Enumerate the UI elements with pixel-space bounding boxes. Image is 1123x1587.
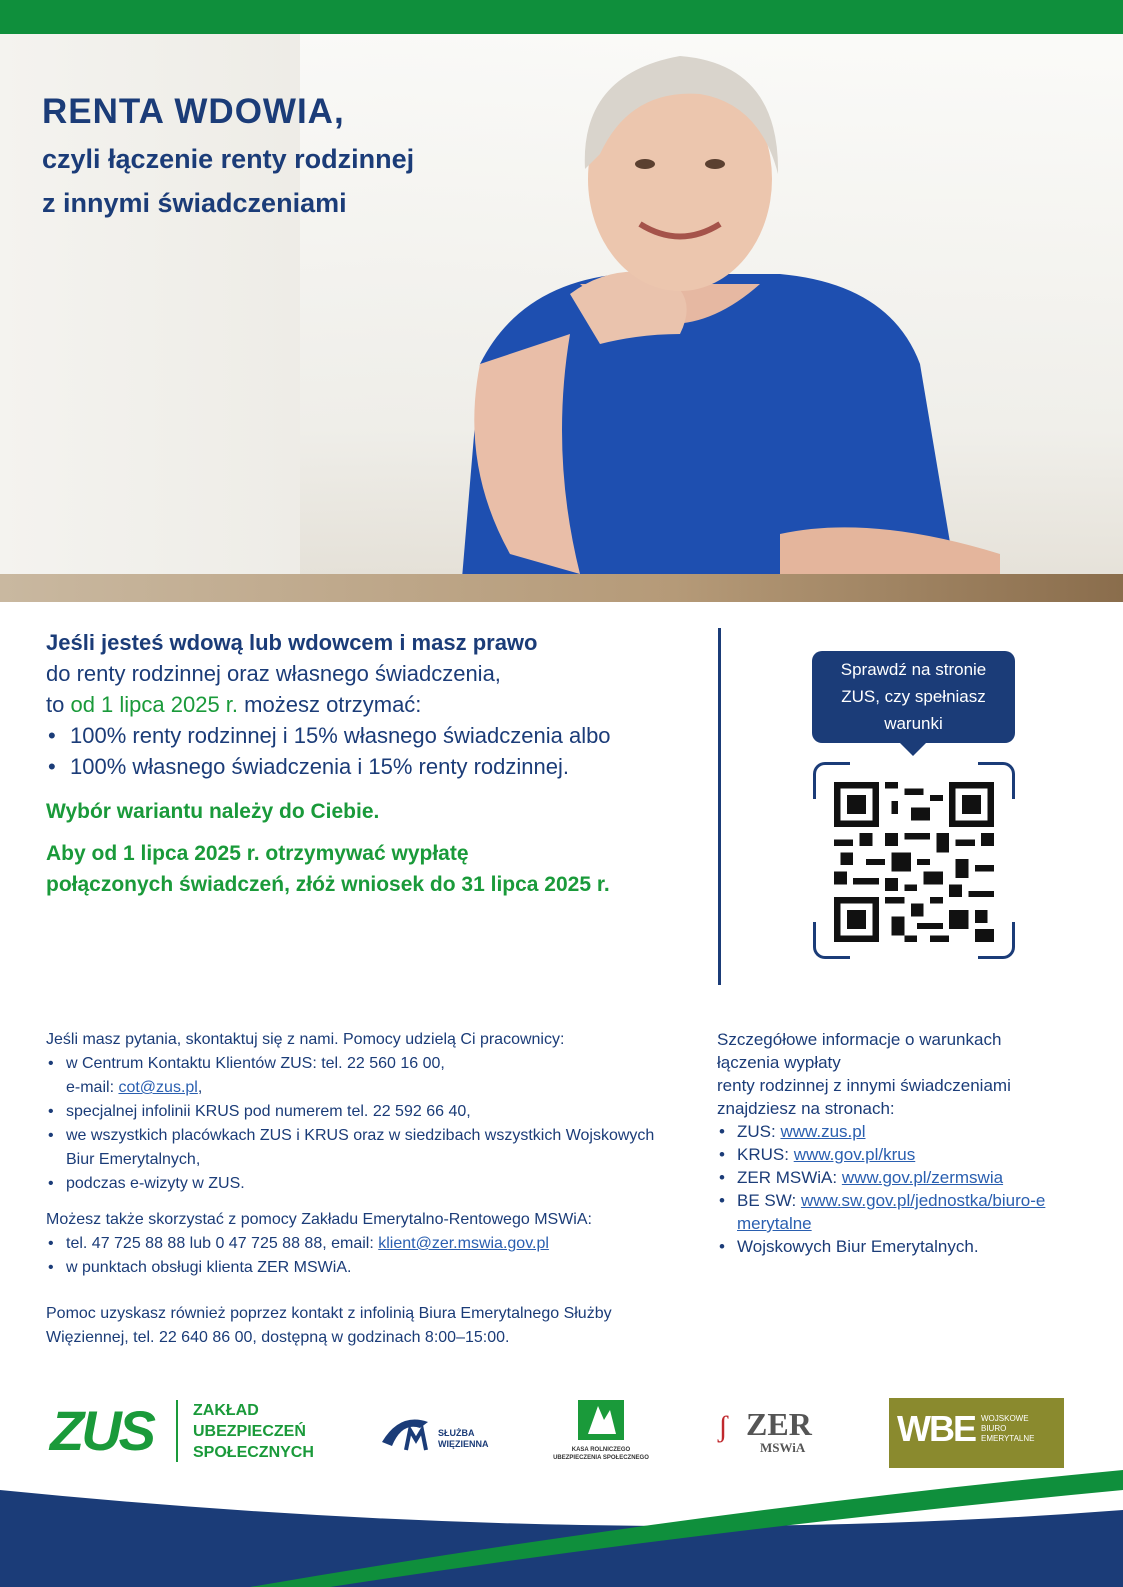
contact-item-zus (46, 1052, 696, 1100)
krus-name-line: KASA ROLNICZEGO (571, 1447, 631, 1453)
wbe-name-line: WOJSKOWE (981, 1414, 1029, 1423)
option-1: • 100% renty rodzinnej i 15% własnego świadczenia albo (46, 720, 690, 751)
mswia-phone-text: tel. 47 725 88 88 lub 0 47 725 88 88, email: (66, 1235, 379, 1252)
column-divider (718, 628, 721, 985)
footer-wave (0, 1470, 1123, 1587)
qr-callout-line-1: Sprawdź na stronie (840, 660, 987, 679)
krus-icon (578, 1400, 624, 1440)
deadline-line-1: Aby od 1 lipca 2025 r. otrzymywać wypłatę (46, 842, 469, 865)
wbe-logo-mark: WBE (897, 1408, 975, 1449)
qr-callout (812, 651, 1015, 743)
table-surface (0, 574, 1123, 602)
info-link-label: KRUS: (737, 1145, 794, 1164)
top-green-bar (0, 0, 1123, 34)
option-2: • 100% własnego świadczenia i 15% renty rodzinnej. (46, 751, 706, 782)
sluzba-wiezienna-icon (380, 1412, 436, 1452)
mswia-list (46, 1232, 696, 1280)
zer-website-link[interactable]: www.gov.pl/zermswia (841, 1168, 1004, 1187)
zus-logo: ZUS (50, 1399, 153, 1462)
intro-line-3-end: możesz otrzymać: (238, 692, 422, 717)
zus-email-link[interactable]: cot@zus.pl (118, 1079, 198, 1096)
partner-logos (0, 1390, 1123, 1480)
wbe-logo (889, 1398, 1064, 1468)
sw-name-line: WIĘZIENNA (438, 1439, 489, 1449)
qr-callout-line-3: warunki (884, 714, 943, 733)
contact-email-label: e-mail: (66, 1079, 119, 1096)
zus-logo-name (193, 1400, 314, 1463)
zer-logo-subtext: MSWiA (760, 1440, 806, 1455)
info-link-wbe: • Wojskowych Biur Emerytalnych. (717, 1235, 1087, 1258)
besw-website-link[interactable]: www.sw.gov.pl/jednostka/biuro-emerytalne (737, 1191, 1046, 1233)
zus-name-line: SPOŁECZNYCH (193, 1444, 314, 1461)
info-link-label: BE SW: (737, 1191, 801, 1210)
qr-code-icon[interactable] (834, 782, 994, 942)
contact-email-tail: , (197, 1079, 203, 1096)
info-link-item (717, 1143, 1087, 1166)
contact-intro: Jeśli masz pytania, skontaktuj się z nami. Pomocy udzielą Ci pracownicy: (46, 1031, 565, 1048)
page-title: RENTA WDOWIA, (42, 92, 345, 131)
krus-name-line: UBEZPIECZENIA SPOŁECZNEGO (553, 1455, 649, 1461)
zus-name-line: UBEZPIECZEŃ (193, 1423, 306, 1440)
mswia-points: • w punktach obsługi klienta ZER MSWiA. (46, 1256, 696, 1280)
zer-flame-icon: ʃ (718, 1410, 728, 1443)
info-section (717, 1028, 1087, 1258)
contact-item-offices: • we wszystkich placówkach ZUS i KRUS oraz w siedzibach wszystkich Wojskowych Biur Emerytalnych, (46, 1124, 656, 1172)
contact-item-zus-text: w Centrum Kontaktu Klientów ZUS: tel. 22 560 16 00, (66, 1055, 445, 1072)
sw-name-line: SŁUŻBA (438, 1428, 475, 1438)
contact-section (46, 1028, 696, 1350)
wbe-name-line: EMERYTALNE (981, 1434, 1035, 1443)
intro-line-2: do renty rodzinnej oraz własnego świadczenia, (46, 661, 501, 686)
intro-date: od 1 lipca 2025 r. (70, 692, 239, 717)
page-subtitle-line-2: z innymi świadczeniami (42, 188, 347, 218)
option-list (46, 720, 706, 782)
intro-line-1: Jeśli jesteś wdową lub wdowcem i masz prawo (46, 630, 538, 655)
mswia-phone (46, 1232, 696, 1256)
info-links (717, 1120, 1087, 1258)
intro-line-3 (46, 689, 706, 720)
info-intro-3: znajdziesz na stronach: (717, 1099, 895, 1118)
krus-website-link[interactable]: www.gov.pl/krus (793, 1145, 916, 1164)
intro-section (46, 627, 706, 900)
krus-name (536, 1446, 666, 1462)
zer-logo-text: ZER (746, 1406, 812, 1442)
title-block (42, 90, 414, 228)
contact-item-evisit: • podczas e-wizyty w ZUS. (46, 1172, 696, 1196)
info-link-label: ZUS: (737, 1122, 781, 1141)
qr-callout-line-2: ZUS, czy spełniasz (841, 687, 986, 706)
info-link-label: ZER MSWiA: (737, 1168, 842, 1187)
contact-item-krus: • specjalnej infolinii KRUS pod numerem tel. 22 592 66 40, (46, 1100, 696, 1124)
mswia-email-link[interactable]: klient@zer.mswia.gov.pl (378, 1235, 549, 1252)
mswia-intro: Możesz także skorzystać z pomocy Zakładu Emerytalno-Rentowego MSWiA: (46, 1211, 592, 1228)
zer-mswia-logo (718, 1406, 812, 1455)
zus-logo-separator (176, 1400, 178, 1462)
info-intro-1: Szczegółowe informacje o warunkach łączenia wypłaty (717, 1030, 1002, 1072)
sluzba-wiezienna-name (438, 1428, 489, 1450)
wbe-logo-name (981, 1414, 1035, 1444)
page-subtitle-line-1: czyli łączenie renty rodzinnej (42, 144, 415, 174)
info-intro-2: renty rodzinnej z innymi świadczeniami (717, 1076, 1011, 1095)
qr-frame[interactable] (813, 762, 1015, 959)
contact-list (46, 1052, 696, 1196)
woman-illustration (400, 34, 1040, 602)
choice-note: Wybór wariantu należy do Ciebie. (46, 800, 380, 823)
zus-website-link[interactable]: www.zus.pl (780, 1122, 866, 1141)
info-link-item (717, 1120, 1087, 1143)
wbe-name-line: BIURO (981, 1424, 1007, 1433)
deadline-line-2: połączonych świadczeń, złóż wniosek do 31 lipca 2025 r. (46, 873, 610, 896)
intro-line-3-start: to (46, 692, 71, 717)
info-link-item (717, 1189, 1057, 1235)
info-link-item (717, 1166, 1087, 1189)
sw-contact: Pomoc uzyskasz również poprzez kontakt z infolinią Biura Emerytalnego Służby Więziennej, tel. 22 640 86 00, dostępną w godzinach 8:00–15:00. (46, 1305, 612, 1346)
zus-name-line: ZAKŁAD (193, 1402, 259, 1419)
